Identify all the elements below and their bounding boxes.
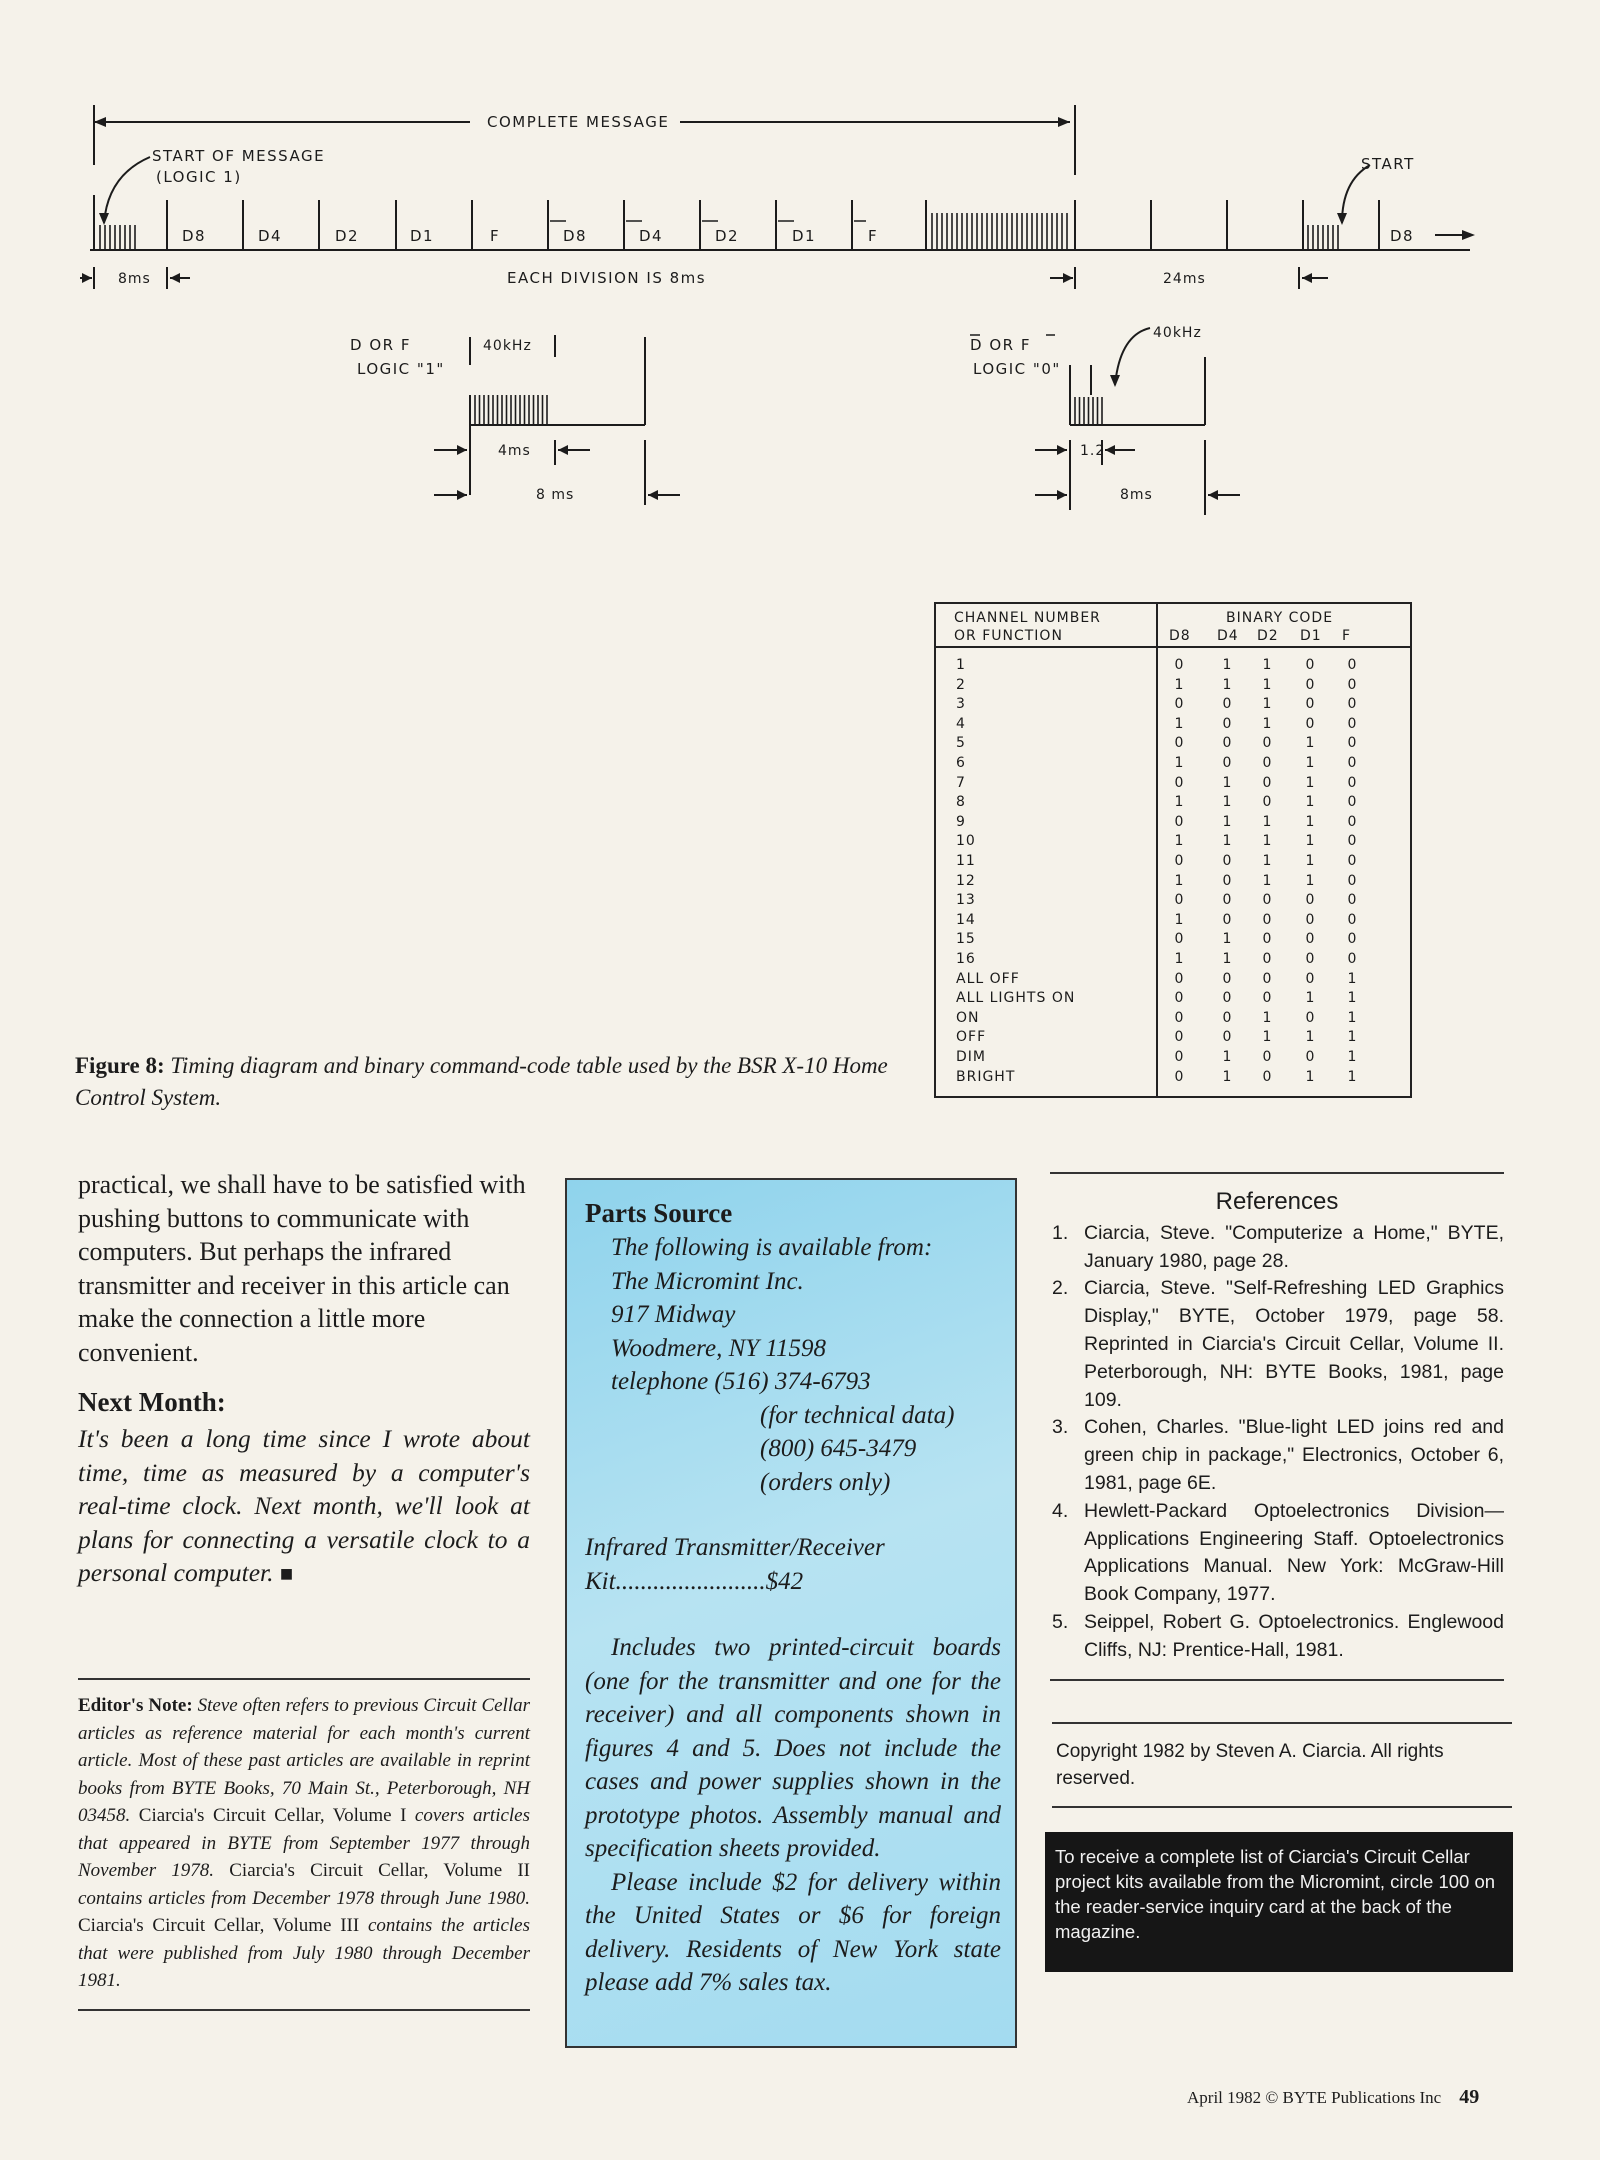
eight-ms-c-label: 8ms: [1120, 487, 1153, 503]
row-bit: 0: [1347, 755, 1357, 771]
row-bit: 0: [1222, 853, 1232, 869]
row-bit: 0: [1305, 657, 1315, 673]
editors-note-volume-1: Ciarcia's Circuit Cellar, Volume I: [138, 1805, 407, 1826]
row-bit: 0: [1174, 1049, 1184, 1065]
header-or-function: OR FUNCTION: [954, 628, 1063, 644]
row-bit: 1: [1305, 990, 1315, 1007]
row-bit: 0: [1222, 735, 1232, 752]
division-label: D2: [715, 227, 740, 245]
table-row: [936, 1069, 1410, 1088]
figure-caption-text: Timing diagram and binary command-code table used by the BSR X-10 Home Control System.: [75, 1053, 888, 1110]
d8-arrow-label: D8: [1390, 227, 1415, 245]
table-row: [936, 814, 1410, 833]
dbar-or-fbar-label: D OR F: [970, 336, 1031, 354]
row-bit: 0: [1222, 755, 1232, 771]
row-bit: 1: [1222, 774, 1232, 791]
logic-0-label: LOGIC "0": [973, 360, 1061, 378]
row-bit: 0: [1305, 715, 1315, 732]
next-month-heading: Next Month:: [78, 1387, 226, 1417]
reference-item: [1050, 1275, 1504, 1414]
start-of-message-label: START OF MESSAGE: [152, 147, 326, 165]
reference-number: 3.: [1052, 1416, 1069, 1439]
row-bit: 0: [1174, 696, 1184, 713]
figure-caption: [75, 1050, 895, 1114]
row-bit: 0: [1222, 990, 1232, 1007]
table-header-rule: [936, 646, 1410, 648]
reference-text: Seippel, Robert G. Optoelectronics. Englewood Cliffs, NJ: Prentice-Hall, 1981.: [1084, 1610, 1504, 1661]
row-bit: 0: [1305, 892, 1315, 909]
row-bit: 0: [1174, 931, 1184, 948]
reference-item: [1050, 1220, 1504, 1276]
row-function: 16: [956, 951, 976, 967]
table-row: [936, 1010, 1410, 1029]
row-function: 5: [956, 735, 966, 752]
row-function: 15: [956, 931, 976, 948]
header-channel-number: CHANNEL NUMBER: [954, 610, 1101, 626]
row-bit: 0: [1222, 1009, 1232, 1026]
row-bit: 0: [1347, 892, 1357, 909]
division-label: D1: [410, 227, 435, 245]
row-bit: 1: [1262, 715, 1272, 732]
parts-city: Woodmere, NY 11598: [611, 1334, 827, 1362]
row-bit: 0: [1347, 813, 1357, 830]
row-bit: 1: [1347, 1068, 1357, 1085]
row-bit: 0: [1222, 1029, 1232, 1046]
row-bit: 1: [1305, 735, 1315, 752]
row-bit: 1: [1222, 931, 1232, 948]
intro-paragraph: practical, we shall have to be satisfied with pushing buttons to communicate with computers. But perhaps the infrared transmitter and receiver in this article can make the connection a little more convenient.: [78, 1170, 526, 1367]
row-bit: 1: [1305, 794, 1315, 811]
binary-code-table: [934, 602, 1412, 1098]
row-bit: 1: [1347, 970, 1357, 987]
row-bit: 0: [1222, 892, 1232, 909]
row-bit: 1: [1262, 872, 1272, 889]
row-bit: 1: [1222, 833, 1232, 850]
references-list: [1050, 1220, 1504, 1665]
column-head: D8: [1169, 628, 1191, 644]
table-row: [936, 1049, 1410, 1068]
row-function: ALL OFF: [956, 970, 1020, 987]
row-bit: 0: [1305, 676, 1315, 693]
table-row: [936, 677, 1410, 696]
reference-number: 5.: [1052, 1610, 1069, 1633]
reference-number: 2.: [1052, 1277, 1069, 1300]
row-function: 8: [956, 794, 966, 811]
one-point-two-label: 1.2: [1080, 443, 1106, 459]
row-bit: 1: [1222, 1068, 1232, 1085]
table-row: [936, 735, 1410, 754]
editors-note-text-3: contains articles from December 1978 through June 1980.: [78, 1887, 530, 1909]
table-row: [936, 931, 1410, 950]
row-bit: 0: [1347, 657, 1357, 673]
row-bit: 0: [1347, 853, 1357, 869]
column-head: F: [1342, 628, 1352, 644]
row-function: 4: [956, 715, 966, 732]
row-bit: 0: [1305, 951, 1315, 967]
reference-number: 1.: [1052, 1221, 1069, 1244]
page-number: 49: [1459, 2086, 1480, 2108]
row-bit: 0: [1262, 911, 1272, 928]
parts-phone-2: (800) 645-3479: [760, 1435, 917, 1462]
row-function: 11: [956, 853, 976, 869]
row-bit: 0: [1262, 774, 1272, 791]
kit-delivery: Please include $2 for delivery within the United States or $6 for foreign delivery. Residents of New York state please add 7% sales tax.: [585, 1868, 1001, 1996]
row-bit: 0: [1347, 872, 1357, 889]
row-bit: 0: [1262, 1049, 1272, 1065]
parts-phone: telephone (516) 374-6793: [611, 1368, 871, 1395]
row-bit: 0: [1174, 892, 1184, 909]
row-bit: 0: [1347, 676, 1357, 693]
row-bit: 1: [1222, 657, 1232, 673]
row-bit: 1: [1262, 657, 1272, 673]
row-bit: 0: [1262, 1068, 1272, 1085]
row-bit: 1: [1305, 1068, 1315, 1085]
parts-street: 917 Midway: [611, 1301, 736, 1328]
row-function: 3: [956, 696, 966, 713]
parts-tech-note: (for technical data): [760, 1401, 955, 1429]
reference-text: Hewlett-Packard Optoelectronics Division—Applications Engineering Staff. Optoelectronics Applications Manual. New York: McGraw-Hill Book Company, 1977.: [1084, 1499, 1504, 1606]
left-column: [78, 1168, 530, 1591]
row-bit: 0: [1305, 1009, 1315, 1026]
division-label: D4: [639, 227, 664, 245]
row-bit: 1: [1262, 1029, 1272, 1046]
logic-1-label: LOGIC "1": [357, 360, 445, 378]
table-row: [936, 755, 1410, 774]
row-bit: 0: [1305, 970, 1315, 987]
row-bit: 1: [1305, 872, 1315, 889]
row-bit: 1: [1262, 833, 1272, 850]
reference-item: [1050, 1414, 1504, 1497]
row-bit: 0: [1262, 970, 1272, 987]
parts-orders-note: (orders only): [760, 1468, 891, 1496]
editors-note-volume-3: Ciarcia's Circuit Cellar, Volume III: [78, 1915, 360, 1936]
complete-message-label: COMPLETE MESSAGE: [487, 113, 670, 131]
parts-source-title: Parts Source: [585, 1198, 733, 1228]
row-bit: 1: [1222, 794, 1232, 811]
row-function: OFF: [956, 1029, 987, 1046]
parts-available: The following is available from:: [611, 1234, 933, 1261]
row-bit: 0: [1262, 951, 1272, 967]
row-bit: 1: [1174, 715, 1184, 732]
reference-text: Cohen, Charles. "Blue-light LED joins red and green chip in package," Electronics, October 6, 1981, page 6E.: [1084, 1416, 1504, 1494]
row-bit: 0: [1262, 990, 1272, 1007]
row-function: ALL LIGHTS ON: [956, 990, 1076, 1007]
table-row: [936, 892, 1410, 911]
row-bit: 1: [1347, 1029, 1357, 1046]
row-bit: 0: [1347, 715, 1357, 732]
row-bit: 0: [1347, 696, 1357, 713]
row-bit: 0: [1174, 970, 1184, 987]
row-bit: 1: [1262, 696, 1272, 713]
figure-label: Figure 8:: [75, 1053, 165, 1078]
row-bit: 0: [1305, 1049, 1315, 1065]
table-row: [936, 1029, 1410, 1048]
row-bit: 1: [1222, 1049, 1232, 1065]
row-function: ON: [956, 1009, 980, 1026]
next-month-body: [78, 1422, 530, 1591]
row-bit: 0: [1262, 931, 1272, 948]
row-bit: 0: [1305, 696, 1315, 713]
row-bit: 0: [1174, 657, 1184, 673]
row-bit: 0: [1174, 1029, 1184, 1046]
table-row: [936, 853, 1410, 872]
row-bit: 0: [1174, 813, 1184, 830]
reference-text: Ciarcia, Steve. "Computerize a Home," BYTE, January 1980, page 28.: [1084, 1221, 1504, 1272]
row-bit: 0: [1347, 794, 1357, 811]
row-bit: 1: [1305, 774, 1315, 791]
row-bit: 1: [1305, 755, 1315, 771]
table-row: [936, 951, 1410, 970]
kits-notice-box: To receive a complete list of Ciarcia's Circuit Cellar project kits available from the Micromint, circle 100 on the reader-service inquiry card at the back of the magazine.: [1045, 1832, 1513, 1972]
row-function: 12: [956, 872, 976, 889]
row-bit: 1: [1174, 676, 1184, 693]
eight-ms-label: 8ms: [118, 271, 151, 287]
row-bit: 1: [1305, 853, 1315, 869]
four-ms-label: 4ms: [498, 443, 531, 459]
row-bit: 1: [1262, 853, 1272, 869]
references-section: [1050, 1172, 1504, 1681]
table-row: [936, 833, 1410, 852]
reference-number: 4.: [1052, 1499, 1069, 1522]
parts-company: The Micromint Inc.: [611, 1267, 804, 1295]
row-bit: 0: [1174, 1009, 1184, 1026]
column-head: D1: [1300, 628, 1322, 644]
row-bit: 1: [1174, 911, 1184, 928]
row-bit: 0: [1262, 755, 1272, 771]
row-bit: 0: [1347, 774, 1357, 791]
kit-name: Infrared Transmitter/Receiver: [585, 1534, 885, 1561]
row-bit: 1: [1222, 676, 1232, 693]
next-month-text: It's been a long time since I wrote about time, time as measured by a computer's real-time clock. Next month, we'll look at plans for connecting a versatile clock to a personal computer.: [78, 1424, 530, 1587]
row-bit: 1: [1347, 1049, 1357, 1065]
eight-ms-b-label: 8 ms: [536, 487, 575, 503]
row-bit: 0: [1222, 872, 1232, 889]
row-bit: 0: [1222, 715, 1232, 732]
row-bit: 1: [1222, 951, 1232, 967]
row-bit: 1: [1347, 1009, 1357, 1026]
d-or-f-label: D OR F: [350, 336, 411, 354]
row-bit: 1: [1222, 813, 1232, 830]
table-row: [936, 775, 1410, 794]
row-function: 2: [956, 676, 966, 693]
reference-item: [1050, 1498, 1504, 1609]
table-row: [936, 794, 1410, 813]
reference-text: Ciarcia, Steve. "Self-Refreshing LED Graphics Display," BYTE, October 1979, page 58. Reprinted in Ciarcia's Circuit Cellar, Volume II. Peterborough, NH: BYTE Books, 1981, page 109.: [1084, 1277, 1504, 1411]
editors-note-label: Editor's Note:: [78, 1695, 193, 1716]
row-bit: 0: [1222, 970, 1232, 987]
parts-source-box: [565, 1178, 1017, 2048]
editors-note-text-1: Steve often refers to previous Circuit Cellar articles as reference material for each month's current article. Most of these past articles are available in reprint books from BYTE Books, 70 Main St., Peterborough, NH 03458.: [78, 1695, 531, 1826]
table-row: [936, 971, 1410, 990]
table-row: [936, 696, 1410, 715]
division-label: D1: [792, 227, 817, 245]
row-bit: 0: [1174, 735, 1184, 752]
row-function: 9: [956, 813, 966, 830]
kit-price-line: Kit........................$42: [585, 1567, 804, 1595]
row-function: 10: [956, 833, 976, 850]
row-bit: 0: [1347, 951, 1357, 967]
forty-khz-b-label: 40kHz: [1153, 325, 1202, 341]
editors-note: [78, 1678, 530, 2011]
start-label: START: [1361, 155, 1415, 173]
forty-khz-label: 40kHz: [483, 338, 532, 354]
division-label: F: [490, 227, 501, 245]
references-title: References: [1215, 1188, 1339, 1215]
timing-diagram: [80, 95, 1520, 535]
division-label: F: [868, 227, 879, 245]
row-bit: 1: [1174, 951, 1184, 967]
editors-note-text-4: contains the articles that were published from July 1980 through December 1981.: [78, 1915, 530, 1991]
row-bit: 0: [1347, 833, 1357, 850]
kit-includes: Includes two printed-circuit boards (one for the transmitter and one for the receiver) and all components shown in figures 4 and 5. Does not include the cases and power supplies shown in the prototype photos. Assembly manual and specification sheets provided.: [585, 1634, 1001, 1862]
row-bit: 1: [1305, 813, 1315, 830]
row-bit: 0: [1174, 853, 1184, 869]
row-bit: 0: [1174, 1068, 1184, 1085]
row-bit: 0: [1174, 774, 1184, 791]
row-function: 1: [956, 657, 966, 673]
page-footer: [1187, 2086, 1517, 2109]
row-bit: 1: [1305, 1029, 1315, 1046]
copyright-notice: Copyright 1982 by Steven A. Ciarcia. All rights reserved.: [1052, 1722, 1512, 1808]
row-bit: 0: [1347, 931, 1357, 948]
table-row: [936, 657, 1410, 676]
row-bit: 1: [1262, 676, 1272, 693]
row-bit: 0: [1262, 892, 1272, 909]
each-division-label: EACH DIVISION IS 8ms: [507, 269, 707, 287]
row-bit: 0: [1347, 911, 1357, 928]
row-bit: 0: [1305, 931, 1315, 948]
row-bit: 1: [1174, 872, 1184, 889]
end-mark: ■: [279, 1561, 294, 1586]
table-row: [936, 990, 1410, 1009]
row-bit: 0: [1305, 911, 1315, 928]
table-row: [936, 912, 1410, 931]
row-bit: 1: [1305, 833, 1315, 850]
row-function: BRIGHT: [956, 1068, 1016, 1085]
row-function: DIM: [956, 1049, 986, 1065]
division-label: D8: [182, 227, 207, 245]
row-function: 7: [956, 774, 966, 791]
row-bit: 0: [1222, 911, 1232, 928]
row-bit: 1: [1262, 1009, 1272, 1026]
row-function: 6: [956, 755, 966, 771]
table-row: [936, 716, 1410, 735]
column-head: D4: [1217, 628, 1239, 644]
row-bit: 1: [1174, 833, 1184, 850]
table-row: [936, 873, 1410, 892]
row-bit: 0: [1347, 735, 1357, 752]
division-label: D2: [335, 227, 360, 245]
division-label: D4: [258, 227, 283, 245]
row-bit: 0: [1174, 990, 1184, 1007]
header-binary-code: BINARY CODE: [1226, 610, 1334, 626]
division-label: D8: [563, 227, 588, 245]
footer-text: April 1982 © BYTE Publications Inc: [1187, 2088, 1442, 2107]
row-function: 14: [956, 911, 976, 928]
reference-item: [1050, 1609, 1504, 1665]
row-function: 13: [956, 892, 976, 909]
row-bit: 1: [1174, 755, 1184, 771]
row-bit: 1: [1347, 990, 1357, 1007]
row-bit: 0: [1262, 735, 1272, 752]
row-bit: 1: [1262, 813, 1272, 830]
logic-1-paren-label: (LOGIC 1): [156, 168, 242, 186]
editors-note-volume-2: Ciarcia's Circuit Cellar, Volume II: [229, 1860, 530, 1881]
row-bit: 1: [1174, 794, 1184, 811]
editors-note-text-2: covers articles that appeared in BYTE from September 1977 through November 1978.: [78, 1805, 531, 1881]
row-bit: 0: [1262, 794, 1272, 811]
row-bit: 0: [1222, 696, 1232, 713]
column-head: D2: [1257, 628, 1279, 644]
twenty-four-ms-label: 24ms: [1163, 271, 1206, 287]
